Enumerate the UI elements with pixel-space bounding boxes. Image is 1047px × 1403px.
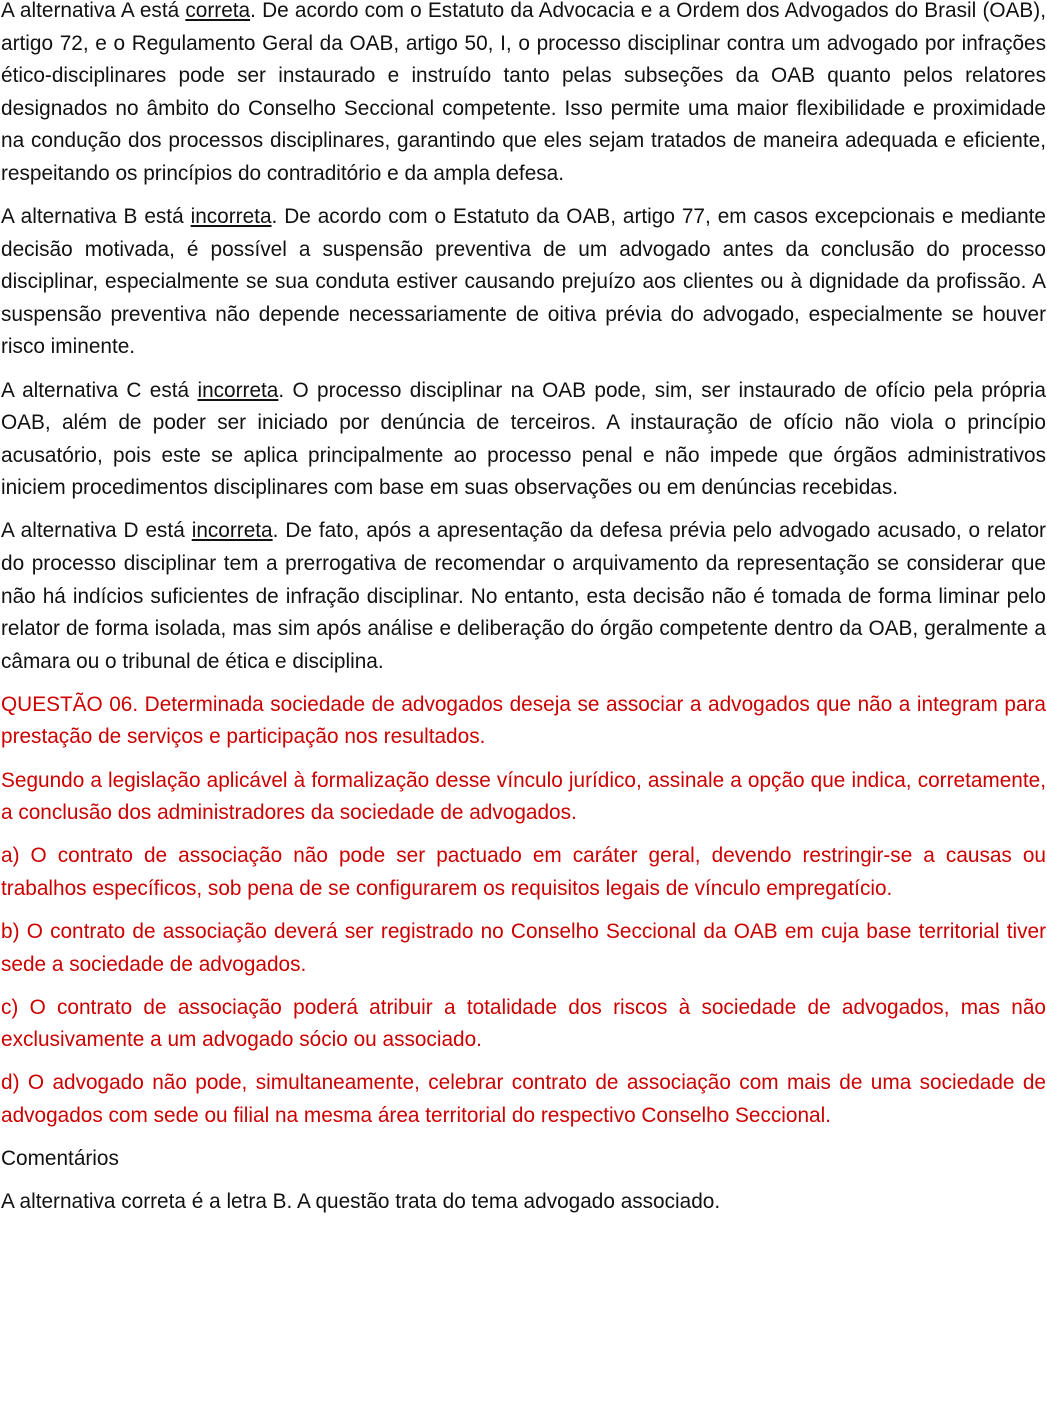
verdict-incorreta: incorreta xyxy=(190,205,272,229)
option-b: b) O contrato de associação deverá ser registrado no Conselho Seccional da OAB em cuja base territorial tiver sede a sociedade de advogados. xyxy=(1,919,1046,976)
comment-lead: A alternativa D está xyxy=(1,519,192,543)
comment-text: . De fato, após a apresentação da defesa prévia pelo advogado acusado, o relator do processo disciplinar tem a prerrogativa de recomendar o arquivamento da representação se considerar que não há indícios suficientes de infração disciplinar. No entanto, esta decisão não é tomada de forma liminar pelo relator de forma isolada, mas sim após análise e deliberação do órgão competente dentro da OAB, geralmente a câmara ou o tribunal de ética e disciplina. xyxy=(1,519,1046,673)
verdict-incorreta: incorreta xyxy=(197,378,279,402)
verdict-correta: correta xyxy=(185,0,251,22)
comment-text: . De acordo com o Estatuto da OAB, artigo 77, em casos excepcionais e mediante decisão motivada, é possível a suspensão preventiva de um advogado antes da conclusão do processo disciplinar, especialmente se sua conduta estiver causando prejuízo aos clientes ou à dignidade da profissão. A suspensão preventiva não depende necessariamente de oitiva prévia do advogado, especialmente se houver risco iminente. xyxy=(1,205,1047,359)
option-c: c) O contrato de associação poderá atribuir a totalidade dos riscos à sociedade de advogados, mas não exclusivamente a um advogado sócio ou associado. xyxy=(1,995,1046,1052)
comment-alternative-c xyxy=(1,375,1046,505)
option-a: a) O contrato de associação não pode ser pactuado em caráter geral, devendo restringir-se a causas ou trabalhos específicos, sob pena de se configurarem os requisitos legais de vínculo empregatício. xyxy=(1,844,1046,900)
comment-lead: A alternativa C está xyxy=(1,378,198,402)
verdict-incorreta: incorreta xyxy=(191,519,273,543)
comment-alternative-d xyxy=(1,515,1046,678)
comment-text: . De acordo com o Estatuto da Advocacia e a Ordem dos Advogados do Brasil (OAB), artigo 72, e o Regulamento Geral da OAB, artigo 50, I, o processo disciplinar contra um advogado por infrações ético-disciplinares pode ser instaurado e instruído tanto pelas subseções da OAB quanto pelos relatores designados no âmbito do Conselho Seccional competente. Isso permite uma maior flexibilidade e proximidade na condução dos processos disciplinares, garantindo que eles sejam tratados de maneira adequada e eficiente, respeitando os princípios do contraditório e da ampla defesa. xyxy=(1,0,1046,185)
question-heading: QUESTÃO 06. Determinada sociedade de advogados deseja se associar a advogados que não a integram para prestação de serviços e participação nos resultados. xyxy=(1,692,1046,749)
answer-letter: letra B xyxy=(226,1190,287,1214)
comment-alternative-b xyxy=(1,201,1046,364)
question-prompt: Segundo a legislação aplicável à formalização desse vínculo jurídico, assinale a opção que indica, corretamente, a conclusão dos administradores da sociedade de advogados. xyxy=(1,768,1046,825)
comment-alternative-a xyxy=(1,0,1046,191)
answer-lead: A alternativa correta é a xyxy=(1,1190,227,1214)
comment-lead: A alternativa A está xyxy=(1,0,186,22)
comment-text: . O processo disciplinar na OAB pode, sim, ser instaurado de ofício pela própria OAB, além de poder ser iniciado por denúncia de terceiros. A instauração de ofício não viola o princípio acusatório, pois este se aplica principalmente ao processo penal e não impede que órgãos administrativos iniciem procedimentos disciplinares com base em suas observações ou em denúncias recebidas. xyxy=(1,378,1046,500)
option-d: d) O advogado não pode, simultaneamente, celebrar contrato de associação com mais de uma sociedade de advogados com sede ou filial na mesma área territorial do respectivo Conselho Seccional. xyxy=(1,1071,1046,1127)
answer-statement xyxy=(1,1186,1046,1219)
comentarios-heading: Comentários xyxy=(1,1147,119,1170)
answer-tail: . A questão trata do tema advogado associado. xyxy=(286,1190,721,1214)
comment-lead: A alternativa B está xyxy=(1,205,191,229)
